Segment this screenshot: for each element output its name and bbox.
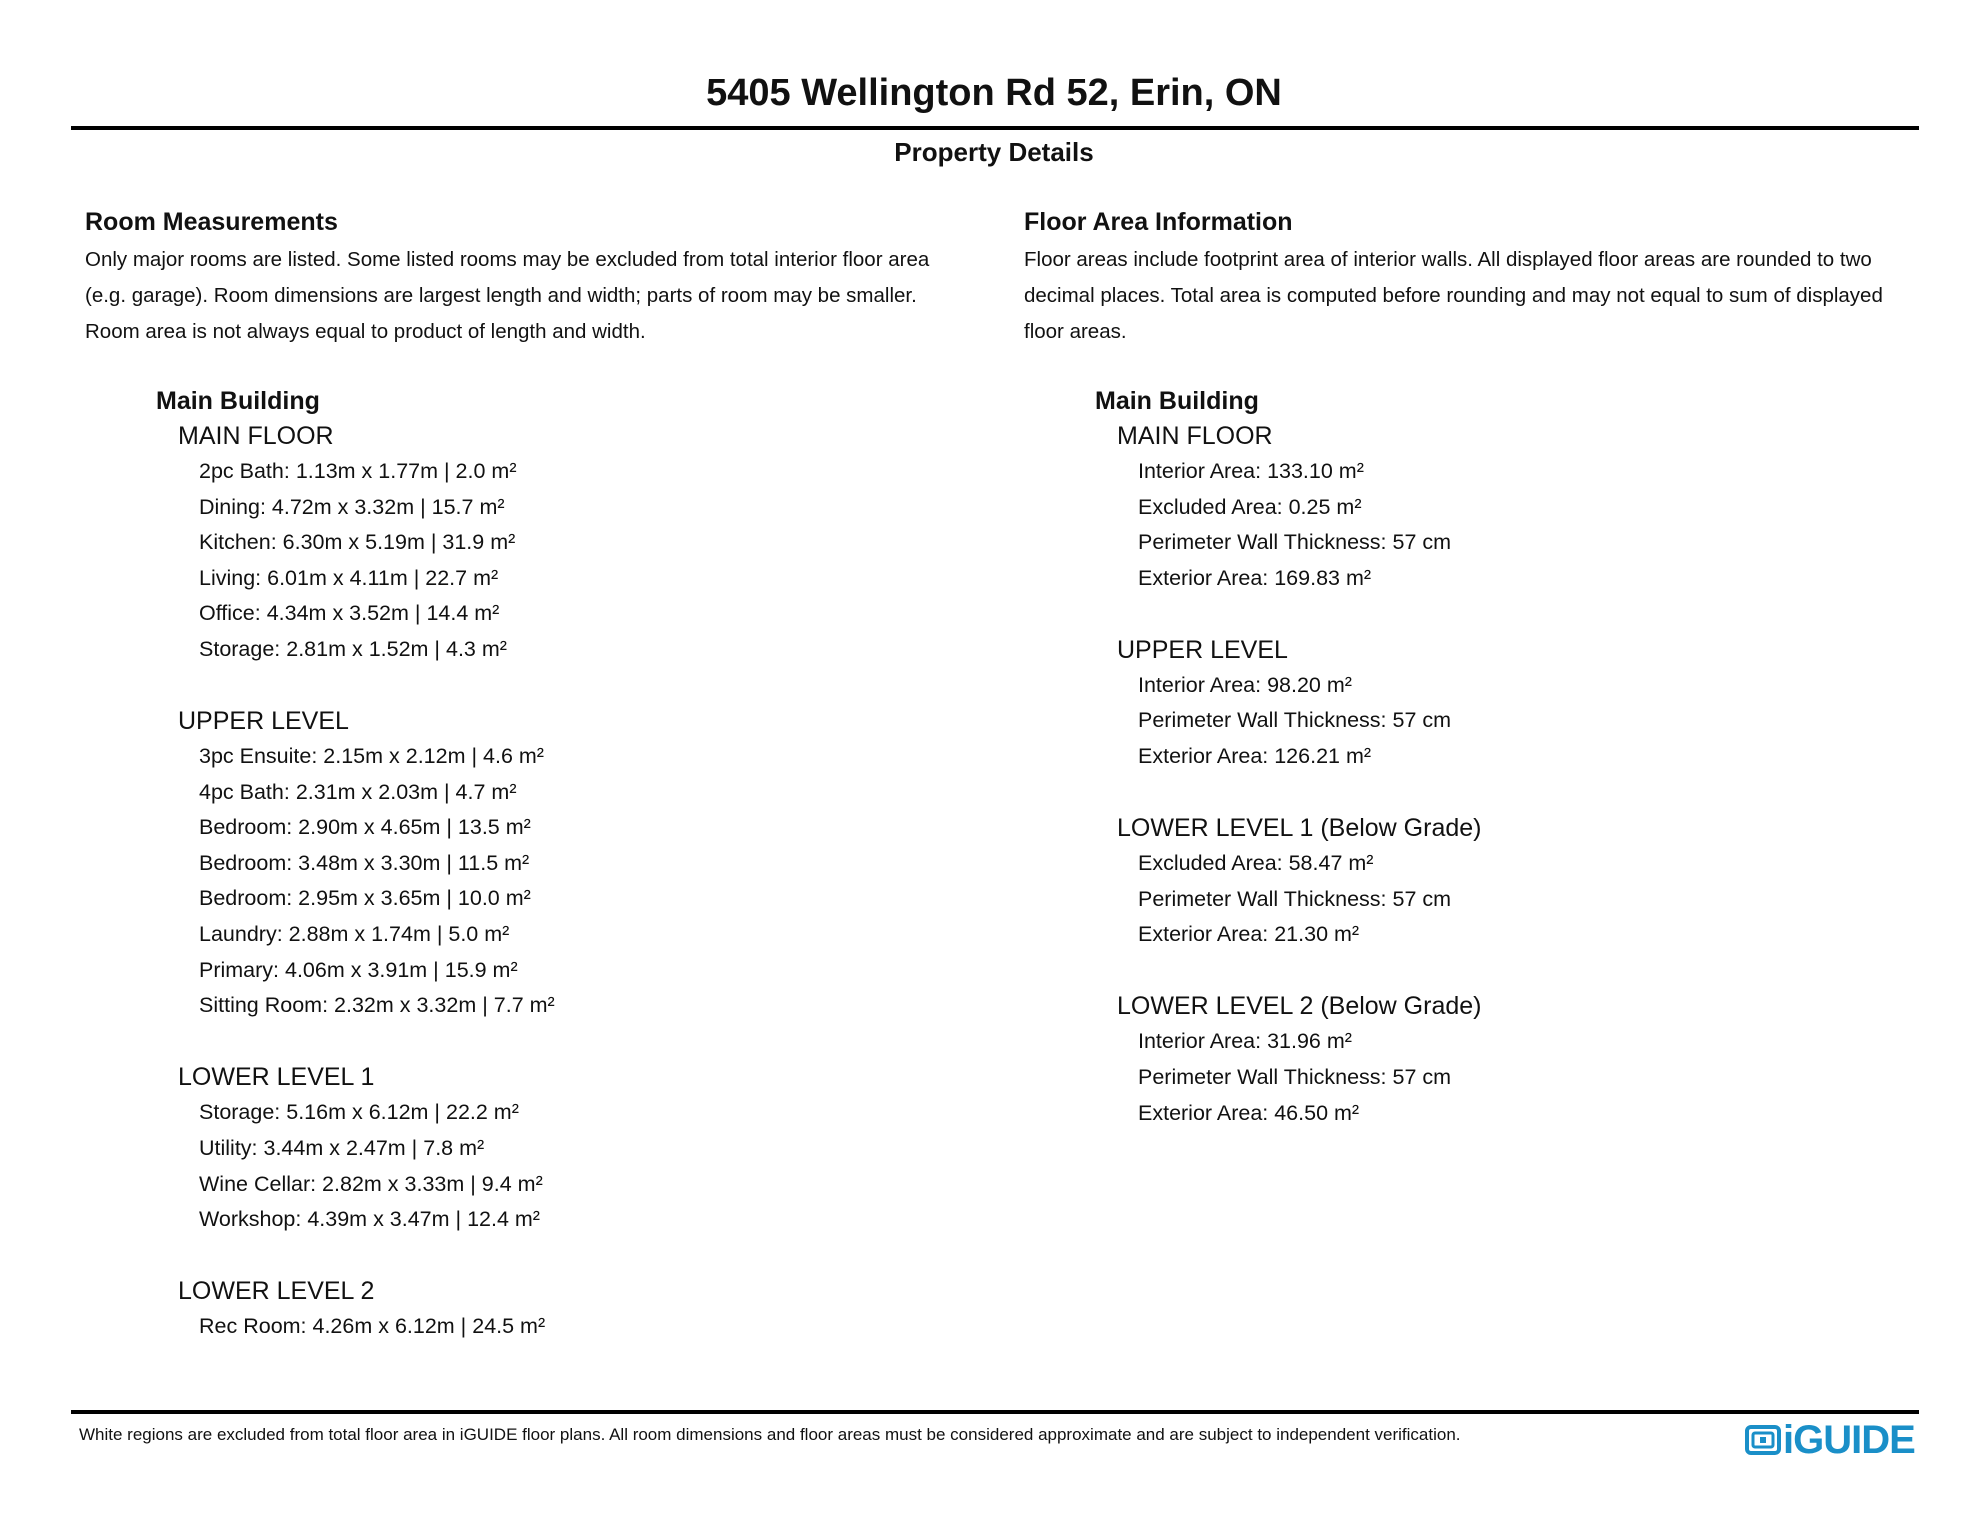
list-item: 4pc Bath: 2.31m x 2.03m | 4.7 m² [199, 779, 517, 804]
floor-area-section [1024, 206, 1944, 1167]
room-measurements-title: Room Measurements [85, 208, 338, 236]
list-item: Perimeter Wall Thickness: 57 cm [1138, 708, 1452, 733]
level-name: UPPER LEVEL [178, 707, 349, 736]
level-block [1117, 810, 1944, 953]
floor-area-title: Floor Area Information [1024, 208, 1293, 236]
room-measurements-section [85, 206, 985, 1380]
list-item: Utility: 3.44m x 2.47m | 7.8 m² [199, 1135, 485, 1160]
list-item: Perimeter Wall Thickness: 57 cm [1138, 886, 1452, 911]
level-name: LOWER LEVEL 1 (Below Grade) [1117, 814, 1482, 843]
list-item: Excluded Area: 58.47 m² [1138, 851, 1374, 876]
iguide-logo-text: iGUIDE [1783, 1418, 1915, 1462]
footer-divider [71, 1410, 1919, 1414]
list-item: Perimeter Wall Thickness: 57 cm [1138, 1065, 1452, 1090]
description-line: floor areas. [1024, 320, 1127, 343]
list-item: Exterior Area: 46.50 m² [1138, 1100, 1360, 1125]
list-item: Storage: 5.16m x 6.12m | 22.2 m² [199, 1100, 519, 1125]
iguide-logo [1745, 1418, 1915, 1462]
list-item: Excluded Area: 0.25 m² [1138, 494, 1362, 519]
list-item: Exterior Area: 21.30 m² [1138, 922, 1360, 947]
room-measurements-description [85, 242, 985, 350]
list-item: Living: 6.01m x 4.11m | 22.7 m² [199, 565, 499, 590]
list-item: Bedroom: 2.95m x 3.65m | 10.0 m² [199, 886, 531, 911]
list-item: Storage: 2.81m x 1.52m | 4.3 m² [199, 636, 507, 661]
level-name: MAIN FLOOR [1117, 422, 1273, 450]
level-name: MAIN FLOOR [178, 422, 334, 450]
level-name: LOWER LEVEL 2 [178, 1277, 375, 1306]
room-levels [178, 418, 985, 1345]
list-item: Primary: 4.06m x 3.91m | 15.9 m² [199, 957, 518, 982]
iguide-logo-icon [1745, 1423, 1781, 1457]
building-heading: Main Building [156, 387, 320, 415]
level-block [1117, 988, 1944, 1131]
page-subtitle: Property Details [894, 137, 1094, 167]
floor-area-description [1024, 242, 1944, 350]
building-heading: Main Building [1095, 387, 1259, 415]
page-title: 5405 Wellington Rd 52, Erin, ON [706, 72, 1282, 114]
list-item: Interior Area: 31.96 m² [1138, 1029, 1352, 1054]
level-block [178, 703, 985, 1024]
list-item: Laundry: 2.88m x 1.74m | 5.0 m² [199, 922, 510, 947]
list-item: Exterior Area: 169.83 m² [1138, 565, 1372, 590]
description-line: Room area is not always equal to product of length and width. [85, 320, 646, 343]
list-item: Exterior Area: 126.21 m² [1138, 744, 1372, 769]
footer-disclaimer: White regions are excluded from total floor area in iGUIDE floor plans. All room dimensions and floor areas must be considered approximate and are subject to independent verification. [79, 1425, 1461, 1444]
list-item: Rec Room: 4.26m x 6.12m | 24.5 m² [199, 1314, 546, 1339]
list-item: Kitchen: 6.30m x 5.19m | 31.9 m² [199, 530, 516, 555]
level-name: LOWER LEVEL 1 [178, 1063, 375, 1092]
description-line: Floor areas include footprint area of interior walls. All displayed floor areas are rounded to two [1024, 248, 1872, 271]
header-divider [71, 126, 1919, 130]
level-block [178, 1273, 985, 1345]
list-item: Office: 4.34m x 3.52m | 14.4 m² [199, 601, 500, 626]
level-block [178, 418, 985, 668]
list-item: Workshop: 4.39m x 3.47m | 12.4 m² [199, 1207, 540, 1232]
list-item: 3pc Ensuite: 2.15m x 2.12m | 4.6 m² [199, 744, 544, 769]
list-item: Sitting Room: 2.32m x 3.32m | 7.7 m² [199, 993, 555, 1018]
description-line: (e.g. garage). Room dimensions are largest length and width; parts of room may be smaller. [85, 284, 917, 307]
list-item: Bedroom: 3.48m x 3.30m | 11.5 m² [199, 850, 530, 875]
area-levels [1117, 418, 1944, 1131]
list-item: Dining: 4.72m x 3.32m | 15.7 m² [199, 494, 505, 519]
list-item: Interior Area: 98.20 m² [1138, 672, 1352, 697]
level-block [1117, 632, 1944, 775]
list-item: Wine Cellar: 2.82m x 3.33m | 9.4 m² [199, 1171, 543, 1196]
list-item: Bedroom: 2.90m x 4.65m | 13.5 m² [199, 815, 531, 840]
level-name: LOWER LEVEL 2 (Below Grade) [1117, 992, 1482, 1021]
description-line: decimal places. Total area is computed before rounding and may not equal to sum of displayed [1024, 284, 1883, 307]
description-line: Only major rooms are listed. Some listed rooms may be excluded from total interior floor area [85, 248, 930, 271]
level-name: UPPER LEVEL [1117, 635, 1288, 664]
list-item: Interior Area: 133.10 m² [1138, 459, 1364, 483]
level-block [1117, 418, 1944, 596]
list-item: 2pc Bath: 1.13m x 1.77m | 2.0 m² [199, 459, 517, 483]
list-item: Perimeter Wall Thickness: 57 cm [1138, 530, 1452, 555]
level-block [178, 1059, 985, 1237]
